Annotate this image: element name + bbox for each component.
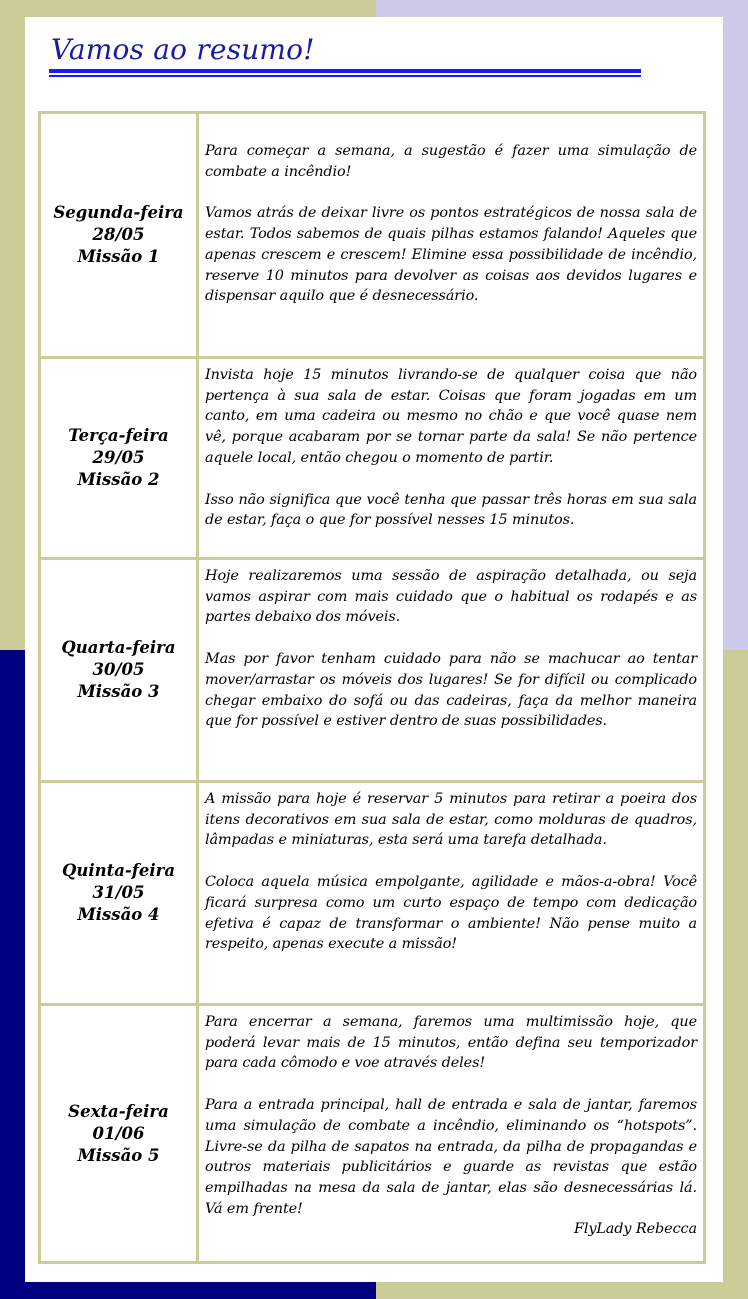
mission-number: Missão 3 xyxy=(77,682,160,701)
mission-day-cell xyxy=(41,783,199,1003)
paragraph: Invista hoje 15 minutos livrando-se de qualquer coisa que não pertença à sua sala de estar. Coisas que foram jogadas em um canto, em uma cadeira ou mesmo no chão e que você quase nem vê, porque acabaram por se tornar parte da sala! Se não pertence aquele local, então chegou o momento de partir. xyxy=(205,367,697,466)
paragraph: Isso não significa que você tenha que passar três horas em sua sala de estar, faça o que for possível nesses 15 minutos. xyxy=(205,491,697,529)
paragraph: A missão para hoje é reservar 5 minutos para retirar a poeira dos itens decorativos em sua sala de estar, como molduras de quadros, lâmpadas e miniaturas, esta será uma tarefa detalhada. xyxy=(205,791,697,849)
paragraph: Hoje realizaremos uma sessão de aspiração detalhada, ou seja vamos aspirar com mais cuidado que o habitual os rodapés e as partes debaixo dos móveis. xyxy=(205,568,697,626)
weekday: Terça-feira xyxy=(68,426,169,445)
mission-row-5 xyxy=(41,1003,703,1261)
date: 01/06 xyxy=(92,1123,145,1143)
signature: FlyLady Rebecca xyxy=(573,1221,697,1238)
mission-description xyxy=(199,783,703,1003)
mission-day-cell xyxy=(41,359,199,557)
mission-row-3 xyxy=(41,557,703,780)
mission-day-cell xyxy=(41,114,199,356)
title-underline-thin xyxy=(49,75,641,77)
mission-row-4 xyxy=(41,780,703,1003)
mission-row-2 xyxy=(41,356,703,557)
paragraph: Coloca aquela música empolgante, agilidade e mãos-a-obra! Você ficará surpresa como um curto espaço de tempo com dedicação efetiva é capaz de transformar o ambiente! Não pense muito a respeito, apenas execute a missão! xyxy=(205,874,697,953)
weekday: Quinta-feira xyxy=(61,861,176,880)
mission-number: Missão 2 xyxy=(77,470,160,489)
paragraph: Vamos atrás de deixar livre os pontos estratégicos de nossa sala de estar. Todos sabemos de quais pilhas estamos falando! Aqueles que apenas crescem e crescem! Elimine essa possibilidade de incêndio, reserve 10 minutos para devolver as coisas aos devidos lugares e dispensar aquilo que é desnecessário. xyxy=(205,205,697,305)
date: 29/05 xyxy=(92,448,145,467)
paragraph: Para a entrada principal, hall de entrada e sala de jantar, faremos uma simulação de combate a incêndio, eliminando os “hotspots”. Livre-se da pilha de sapatos na entrada, da pilha de propagandas e outros materiais publicitários e guarde as revistas que estão empilhadas na mesa da sala de jantar, elas são desnecessárias lá. Vá em frente! xyxy=(205,1097,697,1217)
content-card xyxy=(25,17,723,1282)
mission-table xyxy=(38,111,706,1264)
weekday: Quarta-feira xyxy=(61,638,176,657)
page-title: Vamos ao resumo! xyxy=(51,33,315,66)
mission-description xyxy=(199,1006,703,1261)
date: 31/05 xyxy=(92,883,145,902)
mission-row-1 xyxy=(41,114,703,356)
date: 28/05 xyxy=(92,225,145,244)
mission-number: Missão 5 xyxy=(77,1145,160,1165)
mission-description xyxy=(199,560,703,780)
mission-description xyxy=(199,114,703,356)
mission-day-cell xyxy=(41,560,199,780)
weekday: Segunda-feira xyxy=(53,203,184,222)
mission-day-cell xyxy=(41,1006,199,1261)
weekday: Sexta-feira xyxy=(68,1101,169,1121)
paragraph: Mas por favor tenham cuidado para não se machucar ao tentar mover/arrastar os móveis dos lugares! Se for difícil ou complicado chegar embaixo do sofá ou das cadeiras, faça da melhor maneira que for possível e estiver dentro de suas possibilidades. xyxy=(205,651,697,730)
paragraph: Para começar a semana, a sugestão é fazer uma simulação de combate a incêndio! xyxy=(205,143,697,180)
title-underline xyxy=(49,69,641,73)
mission-number: Missão 1 xyxy=(77,247,160,266)
paragraph: Para encerrar a semana, faremos uma multimissão hoje, que poderá levar mais de 15 minutos, então defina seu temporizador para cada cômodo e voe através deles! xyxy=(205,1014,697,1072)
mission-number: Missão 4 xyxy=(77,905,160,924)
date: 30/05 xyxy=(92,660,145,679)
mission-description xyxy=(199,359,703,557)
